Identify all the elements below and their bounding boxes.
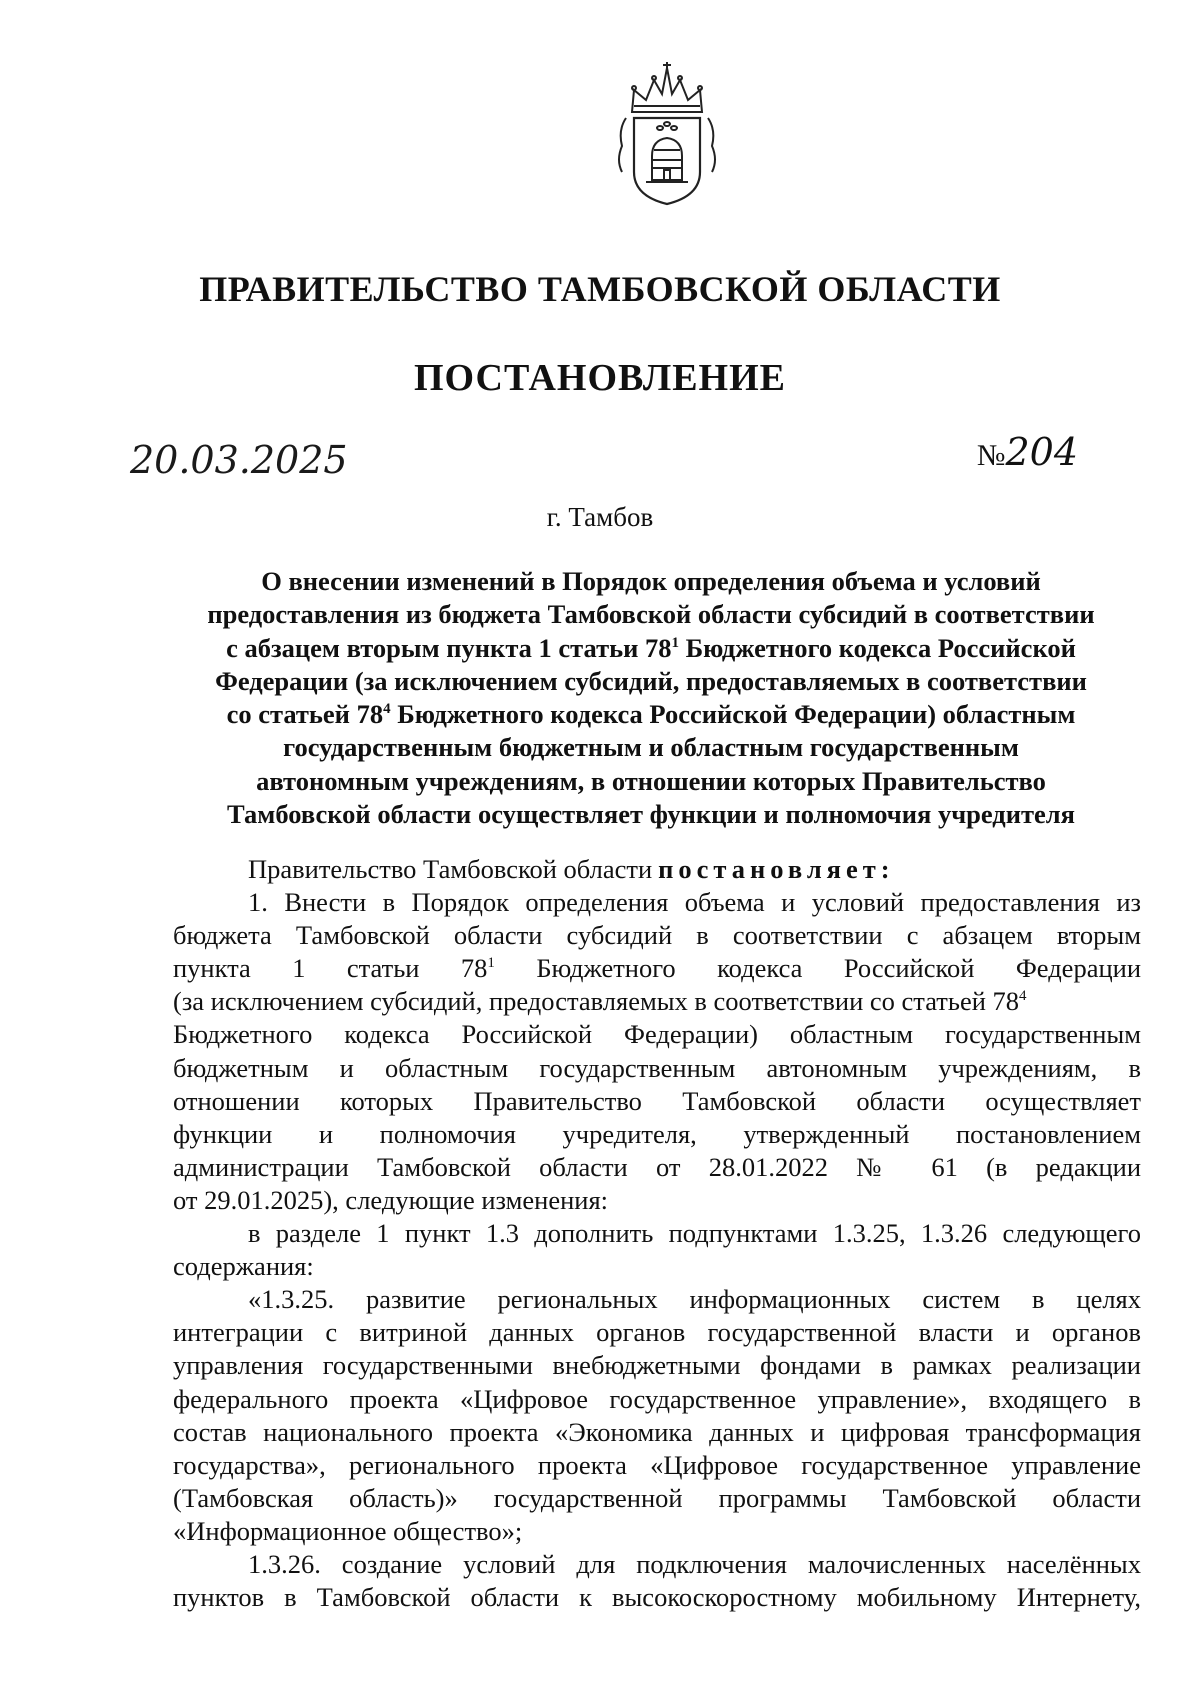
paragraph-line: федерального проекта «Цифровое государственное управление», входящего в [173, 1383, 1141, 1414]
paragraph-line: бюджетным и областным государственным автономным учреждениям, в [173, 1052, 1141, 1083]
subject-line: Тамбовской области осуществляет функции и полномочия учредителя [227, 799, 1075, 830]
paragraph-line: от 29.01.2025), следующие изменения: [173, 1184, 608, 1215]
document-number [977, 430, 1078, 474]
tambov-coat-of-arms-icon [612, 60, 722, 208]
decree-intro: Правительство Тамбовской области постановляет: [248, 854, 895, 884]
document-date: 20.03.2025 [130, 438, 348, 482]
government-title: ПРАВИТЕЛЬСТВО ТАМБОВСКОЙ ОБЛАСТИ [199, 269, 1001, 309]
paragraph-line: бюджета Тамбовской области субсидий в соответствии с абзацем вторым [173, 920, 1141, 951]
subject-line: Федерации (за исключением субсидий, предоставляемых в соответствии [215, 665, 1087, 696]
paragraph-line: «Информационное общество»; [173, 1515, 523, 1546]
subject-line: автономным учреждениям, в отношении которых Правительство [256, 765, 1046, 796]
subject-line: государственным бюджетным и областным государственным [283, 732, 1019, 763]
paragraph-line: Бюджетного кодекса Российской Федерации) областным государственным [173, 1019, 1141, 1050]
subject-line: О внесении изменений в Порядок определения объема и условий [261, 566, 1041, 596]
paragraph-line: 1.3.26. создание условий для подключения малочисленных населённых [248, 1548, 1141, 1579]
paragraph-line: пункта 1 статьи $78^1$ Бюджетного кодекса Российской Федерации [173, 953, 1141, 984]
document-city: г. Тамбов [546, 502, 654, 532]
paragraph-line: пунктов в Тамбовской области к высокоскоростному мобильному Интернету, [173, 1582, 1141, 1613]
paragraph-line: в разделе 1 пункт 1.3 дополнить подпунктами 1.3.25, 1.3.26 следующего [248, 1218, 1141, 1249]
paragraph-line: управления государственными внебюджетными фондами в рамках реализации [173, 1350, 1141, 1381]
subject-line: с абзацем вторым пункта 1 статьи $78^1$ Бюджетного кодекса Российской [226, 632, 1076, 663]
number-value: 204 [1005, 430, 1078, 474]
paragraph-line: государства», регионального проекта «Цифровое государственное управление [173, 1449, 1141, 1480]
document-subject [150, 565, 1152, 831]
paragraph-line: отношении которых Правительство Тамбовской области осуществляет [173, 1085, 1141, 1116]
paragraph-line: (Тамбовская область)» государственной программы Тамбовской области [173, 1482, 1141, 1513]
subject-line: предоставления из бюджета Тамбовской области субсидий в соответствии [207, 599, 1095, 630]
document-type: ПОСТАНОВЛЕНИЕ [413, 357, 787, 399]
document-body [173, 853, 1141, 1614]
number-sign: № [976, 439, 1006, 472]
paragraph-line: функции и полномочия учредителя, утвержденный постановлением [173, 1118, 1141, 1149]
paragraph-line: состав национального проекта «Экономика данных и цифровая трансформация [173, 1416, 1141, 1447]
paragraph-line: администрации Тамбовской области от 28.01.2022 № 61 (в редакции [173, 1151, 1141, 1182]
paragraph-line: «1.3.25. развитие региональных информационных систем в целях [248, 1284, 1141, 1315]
subject-line: со статьей $78^4$ Бюджетного кодекса Российской Федерации) областным [226, 699, 1076, 730]
paragraph-line: содержания: [173, 1251, 314, 1282]
paragraph-line: интеграции с витриной данных органов государственной власти и органов [173, 1317, 1141, 1348]
paragraph-line: (за исключением субсидий, предоставляемых в соответствии со статьей $78^4$ [173, 986, 1027, 1017]
paragraph-line: 1. Внести в Порядок определения объема и условий предоставления из [248, 887, 1141, 918]
